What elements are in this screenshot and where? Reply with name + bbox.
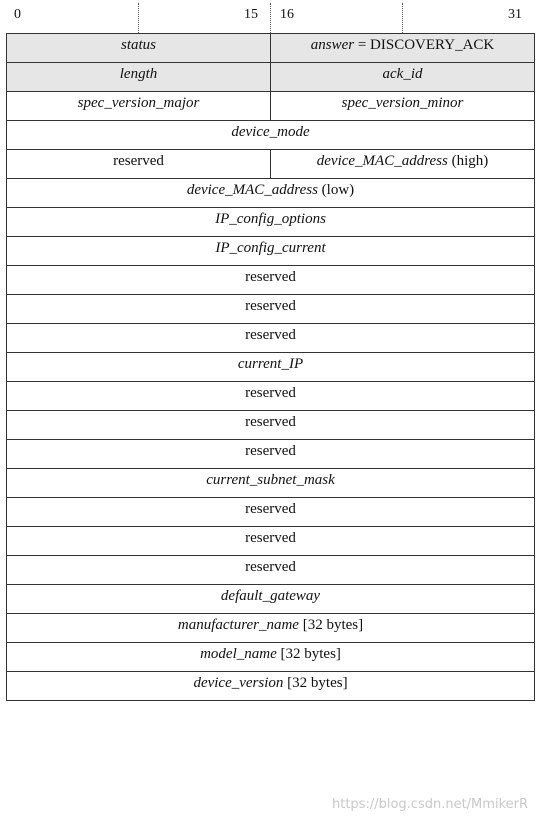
field-row <box>7 208 535 237</box>
field-name: status <box>120 37 156 53</box>
field-note: reserved <box>245 385 296 401</box>
field-row <box>7 672 535 701</box>
field-row <box>7 237 535 266</box>
field-note: reserved <box>113 153 164 169</box>
field-note: reserved <box>245 269 296 285</box>
field-name: spec_version_minor <box>341 95 464 111</box>
field-row <box>7 643 535 672</box>
field-cell <box>7 121 535 150</box>
field-note: reserved <box>245 559 296 575</box>
bit-0-label: 0 <box>14 7 21 22</box>
ruler-tick <box>138 3 139 33</box>
field-name: IP_config_options <box>215 211 326 227</box>
field-cell <box>7 208 535 237</box>
field-row <box>7 34 535 63</box>
watermark: https://blog.csdn.net/MmikerR <box>332 797 528 812</box>
field-row <box>7 469 535 498</box>
field-cell <box>7 179 535 208</box>
field-note: = DISCOVERY_ACK <box>354 37 495 53</box>
field-name: device_MAC_address <box>316 153 448 169</box>
packet-format-table <box>6 33 535 701</box>
field-name: manufacturer_name <box>177 617 299 633</box>
field-name: length <box>119 66 158 82</box>
field-row <box>7 614 535 643</box>
field-cell <box>7 92 271 121</box>
field-cell <box>7 469 535 498</box>
field-note: reserved <box>245 443 296 459</box>
field-note: reserved <box>245 530 296 546</box>
field-cell <box>7 353 535 382</box>
field-note: [32 bytes] <box>283 675 348 691</box>
field-name: device_MAC_address <box>186 182 318 198</box>
field-cell <box>7 643 535 672</box>
field-cell <box>7 266 535 295</box>
field-cell <box>7 556 535 585</box>
field-name: default_gateway <box>220 588 321 604</box>
field-row <box>7 150 535 179</box>
field-name: answer <box>310 37 355 53</box>
field-note: reserved <box>245 414 296 430</box>
bit-16-label: 16 <box>280 7 294 22</box>
field-name: current_subnet_mask <box>206 472 335 488</box>
bit-ruler <box>6 3 534 33</box>
field-name: ack_id <box>382 66 423 82</box>
field-cell <box>7 63 271 92</box>
field-name: spec_version_major <box>77 95 200 111</box>
field-row <box>7 353 535 382</box>
field-name: IP_config_current <box>215 240 326 256</box>
field-cell <box>7 295 535 324</box>
field-row <box>7 382 535 411</box>
field-row <box>7 63 535 92</box>
bit-15-label: 15 <box>244 7 258 22</box>
field-row <box>7 411 535 440</box>
field-row <box>7 498 535 527</box>
field-note: reserved <box>245 327 296 343</box>
bit-31-label: 31 <box>508 7 522 22</box>
field-row <box>7 179 535 208</box>
field-cell <box>7 585 535 614</box>
field-row <box>7 92 535 121</box>
field-row <box>7 121 535 150</box>
field-note: [32 bytes] <box>298 617 364 633</box>
field-name: device_version <box>193 675 284 691</box>
field-cell <box>7 324 535 353</box>
field-name: current_IP <box>237 356 304 372</box>
field-cell <box>7 150 271 179</box>
field-cell <box>7 440 535 469</box>
field-cell <box>271 150 535 179</box>
field-cell <box>271 34 535 63</box>
field-name: model_name <box>200 646 277 662</box>
field-row <box>7 556 535 585</box>
field-row <box>7 266 535 295</box>
field-cell <box>7 237 535 266</box>
field-row <box>7 324 535 353</box>
field-cell <box>271 92 535 121</box>
field-cell <box>7 498 535 527</box>
field-cell <box>7 411 535 440</box>
field-cell <box>7 382 535 411</box>
field-cell <box>7 34 271 63</box>
field-cell <box>7 672 535 701</box>
ruler-divider <box>270 3 271 33</box>
field-note: (high) <box>447 153 489 169</box>
field-row <box>7 527 535 556</box>
ruler-tick <box>402 3 403 33</box>
field-name: device_mode <box>231 124 310 140</box>
field-cell <box>7 614 535 643</box>
field-row <box>7 440 535 469</box>
field-row <box>7 295 535 324</box>
field-note: (low) <box>317 182 355 198</box>
field-note: reserved <box>245 501 296 517</box>
field-note: reserved <box>245 298 296 314</box>
field-cell <box>7 527 535 556</box>
field-row <box>7 585 535 614</box>
field-cell <box>271 63 535 92</box>
field-note: [32 bytes] <box>276 646 341 662</box>
